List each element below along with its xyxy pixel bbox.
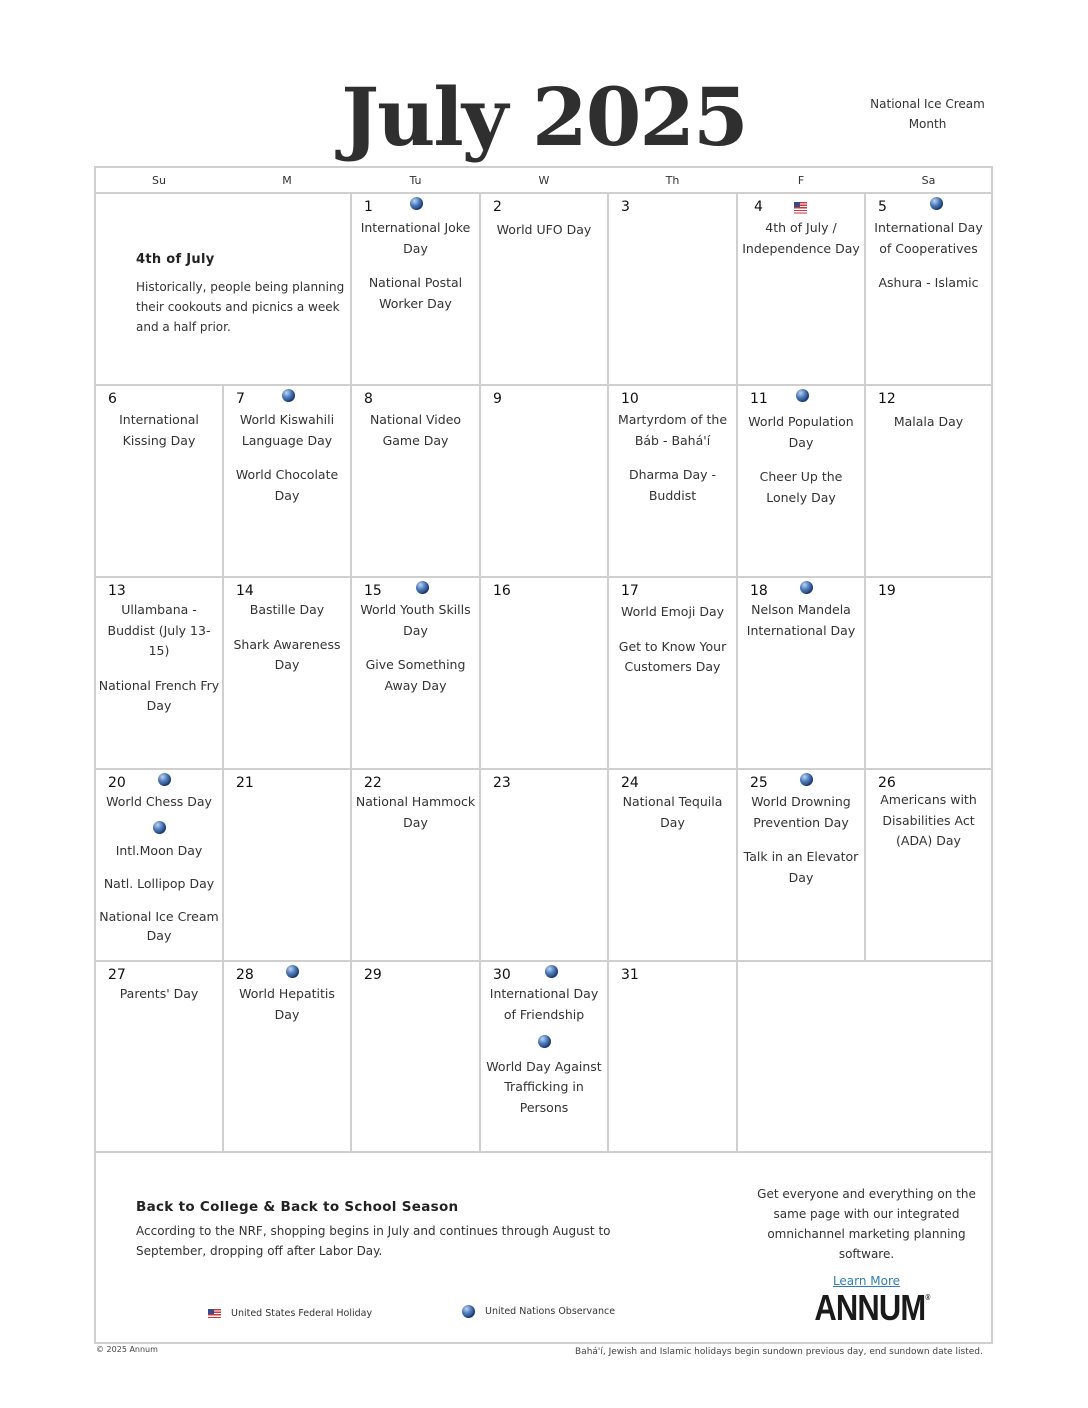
day-cell[interactable] — [609, 962, 736, 1151]
day-number: 27 — [108, 967, 126, 983]
day-number: 20 — [108, 775, 126, 791]
globe-icon — [462, 1305, 475, 1318]
day-cell[interactable] — [96, 770, 222, 960]
day-number: 7 — [236, 391, 245, 407]
day-number: 28 — [236, 967, 254, 983]
weekday-header: Th — [665, 174, 680, 187]
day-number: 25 — [750, 775, 768, 791]
day-cell[interactable] — [96, 962, 222, 1151]
day-cell[interactable] — [738, 194, 864, 384]
event-label: World Hepatitis Day — [239, 986, 335, 1022]
weekday-header: F — [797, 174, 805, 187]
event-label: World Emoji Day — [620, 604, 725, 619]
globe-icon — [282, 389, 295, 402]
event-label: World Drowning Prevention Day — [751, 794, 851, 830]
event-label: International Day of Cooperatives — [874, 220, 983, 256]
day-number: 30 — [493, 967, 511, 983]
globe-icon — [796, 389, 809, 402]
day-cell[interactable] — [609, 194, 736, 384]
day-number: 3 — [621, 199, 630, 215]
event-label: International Joke Day — [360, 220, 471, 256]
event-label: Ashura - Islamic — [878, 275, 979, 290]
globe-icon — [538, 1035, 551, 1048]
event-label: International Kissing Day — [119, 412, 199, 448]
event-label: World UFO Day — [496, 222, 592, 237]
day-number: 18 — [750, 583, 768, 599]
globe-icon — [286, 965, 299, 978]
footer-panel — [96, 1153, 991, 1342]
event-label: National Tequila Day — [622, 794, 723, 830]
day-number: 31 — [621, 967, 639, 983]
day-number: 2 — [493, 199, 502, 215]
us-flag-icon — [794, 202, 807, 215]
feature-text: Historically, people being planning their cookouts and picnics a week and a half prior. — [136, 280, 345, 334]
day-number: 23 — [493, 775, 511, 791]
month-title: July 2025 — [341, 70, 747, 164]
event-label: Ullambana - Buddist (July 13-15) — [107, 602, 211, 658]
day-number: 8 — [364, 391, 373, 407]
day-cell[interactable] — [866, 194, 991, 384]
weekday-header: Sa — [921, 174, 936, 187]
globe-icon — [410, 197, 423, 210]
globe-icon — [153, 821, 166, 834]
event-label: Martyrdom of the Báb - Bahá'í — [617, 412, 728, 448]
weekday-header: Tu — [409, 174, 422, 187]
globe-icon — [545, 965, 558, 978]
legend-un-observance — [462, 1305, 615, 1318]
event-label: World Chess Day — [106, 794, 212, 809]
feature-box — [96, 194, 350, 384]
globe-icon — [800, 581, 813, 594]
event-label: Shark Awareness Day — [233, 636, 341, 672]
day-cell[interactable] — [352, 578, 479, 768]
day-number: 11 — [750, 391, 768, 407]
annum-logo: ANNUM® — [814, 1287, 930, 1328]
day-number: 13 — [108, 583, 126, 599]
event-label: National Ice Cream Day — [99, 909, 219, 943]
globe-icon — [930, 197, 943, 210]
season-title: Back to College & Back to School Season — [136, 1199, 459, 1215]
feature-title: 4th of July — [136, 252, 215, 267]
legend-label: United States Federal Holiday — [231, 1308, 373, 1319]
day-cell[interactable] — [224, 770, 350, 960]
day-cell[interactable] — [866, 578, 991, 768]
event-label: National Postal Worker Day — [368, 275, 463, 311]
day-number: 14 — [236, 583, 254, 599]
season-text: According to the NRF, shopping begins in July and continues through August to September, dropping off after Labor Day. — [136, 1224, 611, 1258]
event-label: National French Fry Day — [98, 677, 220, 713]
learn-more-link[interactable]: Learn More — [832, 1274, 901, 1288]
event-label: World Day Against Trafficking in Persons — [486, 1058, 602, 1115]
legend-label: United Nations Observance — [485, 1306, 616, 1317]
day-number: 21 — [236, 775, 254, 791]
event-label: Cheer Up the Lonely Day — [759, 469, 843, 505]
day-number: 9 — [493, 391, 502, 407]
event-label: Parents' Day — [119, 986, 199, 1001]
event-label: Give Something Away Day — [365, 657, 466, 693]
calendar-grid — [94, 166, 993, 1344]
event-label: Nelson Mandela International Day — [746, 602, 856, 638]
holiday-disclaimer: Bahá'í, Jewish and Islamic holidays begin sundown previous day, end sundown date listed. — [575, 1347, 983, 1357]
day-number: 4 — [754, 199, 763, 215]
event-label: Talk in an Elevator Day — [743, 849, 859, 885]
day-cell[interactable] — [738, 386, 864, 576]
day-cell[interactable] — [609, 386, 736, 576]
promo-text: Get everyone and everything on the same page with our integrated omnichannel marketing planning software. — [757, 1187, 976, 1261]
day-cell[interactable] — [96, 386, 222, 576]
day-cell[interactable] — [481, 386, 607, 576]
day-cell[interactable] — [352, 770, 479, 960]
event-label: International Day of Friendship — [489, 986, 599, 1022]
day-cell[interactable] — [866, 770, 991, 960]
event-label: Bastille Day — [249, 602, 325, 617]
day-cell[interactable] — [352, 194, 479, 384]
day-cell[interactable] — [96, 578, 222, 768]
globe-icon — [158, 773, 171, 786]
day-number: 19 — [878, 583, 896, 599]
day-number: 10 — [621, 391, 639, 407]
day-cell[interactable] — [224, 386, 350, 576]
month-observance: National Ice Cream Month — [870, 97, 985, 131]
event-label: World Youth Skills Day — [360, 602, 471, 638]
day-cell[interactable] — [352, 386, 479, 576]
day-number: 22 — [364, 775, 382, 791]
weekday-header: W — [538, 174, 550, 187]
day-cell[interactable] — [224, 578, 350, 768]
day-cell[interactable] — [609, 578, 736, 768]
event-label: National Hammock Day — [355, 794, 476, 830]
event-label: Americans with Disabilities Act (ADA) Day — [880, 792, 977, 848]
day-cell[interactable] — [352, 962, 479, 1151]
day-cell[interactable] — [481, 770, 607, 960]
day-number: 5 — [878, 199, 887, 215]
globe-icon — [800, 773, 813, 786]
day-number: 24 — [621, 775, 639, 791]
day-cell[interactable] — [481, 194, 607, 384]
event-label: National Video Game Day — [369, 412, 462, 448]
day-number: 17 — [621, 583, 639, 599]
globe-icon — [416, 581, 429, 594]
day-cell[interactable] — [481, 962, 607, 1151]
event-label: Dharma Day - Buddist — [628, 467, 717, 503]
copyright: © 2025 Annum — [96, 1345, 158, 1354]
day-number: 16 — [493, 583, 511, 599]
event-label: Get to Know Your Customers Day — [618, 638, 727, 674]
legend-us-holiday — [208, 1308, 372, 1319]
day-number: 29 — [364, 967, 382, 983]
day-number: 6 — [108, 391, 117, 407]
day-cell[interactable] — [224, 962, 350, 1151]
day-number: 15 — [364, 583, 382, 599]
day-cell[interactable] — [609, 770, 736, 960]
event-label: 4th of July / Independence Day — [742, 220, 860, 256]
day-cell[interactable] — [481, 578, 607, 768]
event-label: World Population Day — [748, 414, 854, 450]
weekday-header: Su — [152, 174, 166, 187]
promo-block — [739, 1184, 994, 1291]
day-number: 1 — [364, 199, 373, 215]
day-cell[interactable] — [738, 578, 864, 768]
day-cell[interactable] — [738, 770, 864, 960]
day-number: 26 — [878, 775, 896, 791]
day-cell[interactable] — [866, 386, 991, 576]
event-label: World Kiswahili Language Day — [239, 412, 335, 448]
day-number: 12 — [878, 391, 896, 407]
event-label: Intl.Moon Day — [115, 843, 203, 858]
event-label: World Chocolate Day — [235, 467, 339, 503]
us-flag-icon — [208, 1309, 221, 1318]
event-label: Malala Day — [893, 414, 964, 429]
weekday-header: M — [282, 174, 292, 187]
event-label: Natl. Lollipop Day — [103, 876, 215, 891]
